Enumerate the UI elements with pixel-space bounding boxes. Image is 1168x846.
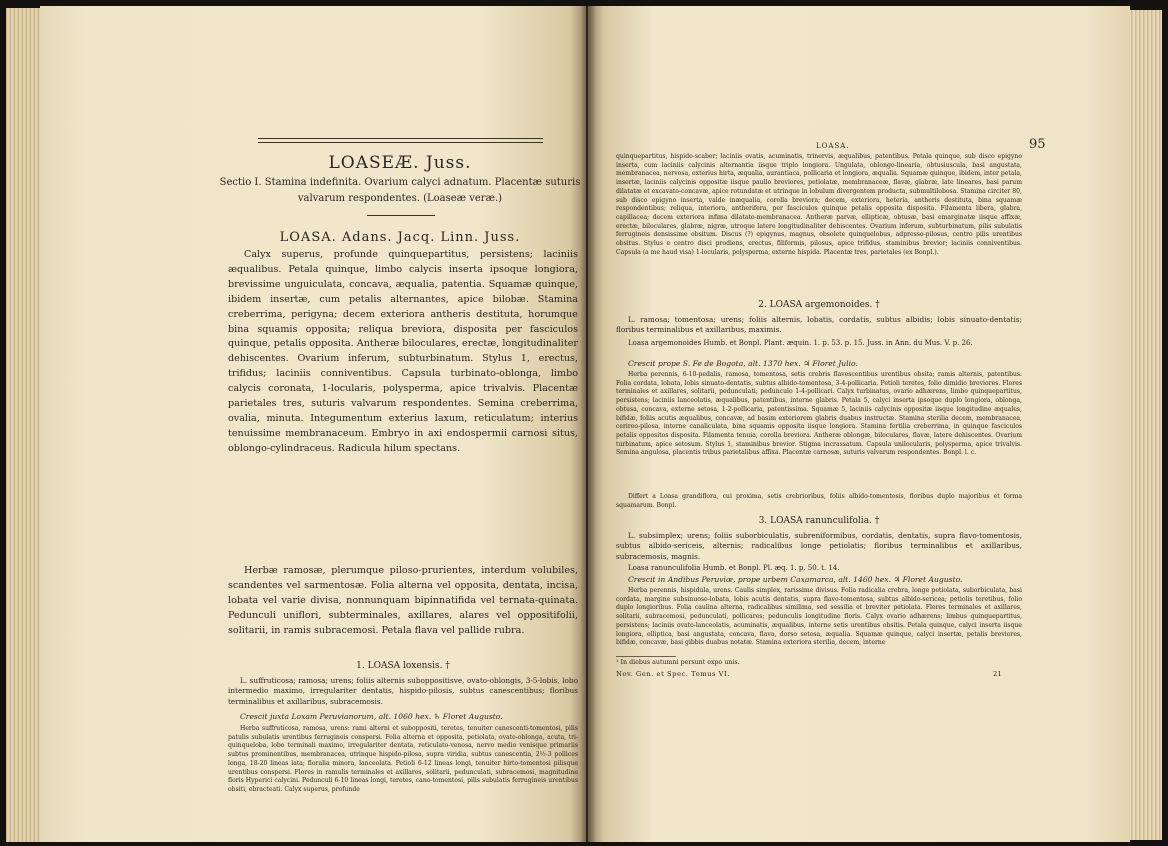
book-gutter [580, 6, 596, 842]
signature-left: Nov. Gen. et Spec. Tomus VI. [616, 670, 730, 678]
species-3-title: 3. LOASA ranunculifolia. † [758, 516, 880, 526]
footnote: ¹ In diebus autumni persunt expo unis. [616, 659, 740, 666]
species-1-locality: Crescit juxta Loxam Peruvianorum, alt. 1060 hex. ♄ Floret Augusto. [240, 712, 503, 721]
species-3-locality: Crescit in Andibus Peruviæ, prope urbem Caxamarca, alt. 1460 hex. ♃ Floret Augusto. [628, 575, 963, 584]
species-3-synonym: Loasa ranunculifolia Humb. et Bonpl. Pl. æq. 1. p. 50. t. 14. [628, 564, 840, 572]
top-double-rule [258, 138, 543, 143]
species-3-diagnosis: L. subsimplex; urens; foliis suborbiculatis, subreniformibus, cordatis, dentatis, supra flavo-tomentosis, subtus albido-sericeis, alternis; radicalibus longe petiolatis; floribus terminalibus et axillaribus, subracemosis, magnis. [616, 531, 1022, 561]
species-1-diagnosis: L. suffruticosa; ramosa; urens; foliis alternis suboppositisve, ovato-oblongis, 3-5-lobis, lobo intermedio maximo, irregulariter dentatis, hispido-pilosis, subtus canescentibus; floribus terminalibus et axillaribus, subracemosis. [228, 676, 578, 706]
genus-description: Calyx superus, profunde quinquepartitus, persistens; laciniis æqualibus. Petala quinque, limbo calycis inserta ipsoque longiora, brevissime unguiculata, concava, æqualia, patentia. Squamæ quinque, ibidem insertæ, cum petalis alternantes, apice bilobæ. Stamina creberrima, perigyna; decem exteriora antheris destituta, horumque bina squamis opposita; reliqua breviora, disposita per fasciculos quinque, petalis opposita. Antheræ biloculares, erectæ, longitudinaliter dehiscentes. Ovarium inferum, subturbinatum. Stylus 1, erectus, trifidus; laciniis conniventibus. Capsula turbinato-oblonga, limbo calycis coronata, 1-locularis, polysperma, apice trivalvis. Placentæ parietales tres, suturis valvarum respondentes. Semina creberrima, ovalia, minuta. Integumentum exterius laxum, reticulatum; interius tenuissime membranaceum. Embryo in axi endospermii carnosi situs, oblongo-cylindraceus. Radicula hilum spectans. [228, 249, 578, 454]
species-2-synonym: Loasa argemonoides Humb. et Bonpl. Plant. æquin. 1. p. 53. p. 15. Juss. in Ann. du Mus. V. p. 26. [628, 339, 973, 347]
sectio-line-1: Sectio I. Stamina indefinita. Ovarium calyci adnatum. Placentæ suturis [219, 177, 581, 188]
left-page-edges [6, 8, 42, 842]
signature-right: 21 [993, 670, 1002, 678]
sectio-line-2: valvarum respondentes. (Loaseæ veræ.) [297, 193, 503, 204]
species-2-detail: Herba perennis, 6-10-pedalis, ramosa, tomentosa, setis crebris flavescentibus urentibus obsita; ramis alternis, patentibus. Folia cordata, lobata, lobis sinuato-dentatis, subtus albido-tomentosa, 3-4-pollicaria. Petioli teretes, folio dimidio breviores. Flores terminales et axillares, solitarii, pedunculati; pedunculo 1-4-pollicari. Calyx turbinatus, ovario adhærens, limbo quinquepartitus, persistens; laciniis lanceolatis, æqualibus, patentibus, interne glabris. Petala 5, calyci inserta ipsoque duplo longiora, oblonga, obtusa, concava, externe setosa, 1-2-pollicaria, patentissima. Squamæ 5, laciniis calycinis oppositæ iisque longitudine æquales, bifidæ, foliis acutis æqualibus, concavæ, ad basim exteriorem glabris duabus instructæ. Stamina sterilia decem, membranacea, cerireo-pilosa, interne canaliculata, bina squamis opposita iisque longiora. Stamina fertilia creberrima, in quinque fasciculos petalis oppositos disposita. Filamenta tenuia, corolla breviora. Antheræ oblongæ, biloculares, flavæ, latere dehiscentes. Ovarium turbinatum, apice setosum. Stylus 1, staminibus brevior. Stigma incrassatum. Capsula unilocularis, polysperma, apice trivalvis. Semina angulosa, placentis tribus parietalibus affixa. Placentæ carnosæ, suturis valvarum respondentes. Bonpl. l. c. [616, 371, 1022, 457]
running-head: LOASA. [816, 142, 850, 150]
left-page [40, 6, 586, 842]
page-number: 95 [1029, 137, 1046, 152]
species-2-diagnosis: L. ramosa; tomentosa; urens; foliis alternis, lobatis, cordatis, subtus albidis; lobis sinuato-dentatis; floribus terminalibus et axillaribus, maximis. [616, 315, 1022, 335]
right-page [588, 6, 1130, 842]
species-2-note: Differt a Loasa grandiflora, cui proxima, setis crebrioribus, foliis albido-tomentosis, floribus duplo majoribus et forma squamarum. Bonpl. [616, 493, 1022, 509]
species-2-locality: Crescit prope S. Fe de Bogota, alt. 1370 hex. ♃ Floret Julio. [628, 359, 858, 368]
right-page-edges [1128, 10, 1162, 840]
genus-habit: Herbæ ramosæ, plerumque piloso-prurientes, interdum volubiles, scandentes vel sarmentosæ. Folia alterna vel opposita, dentata, incisa, lobata vel varie divisa, nonnunquam bipinnatifida vel ternata-quinata. Pedunculi uniflori, subterminales, axillares, alares vel oppositifolii, solitarii, in ramis subracemosi. Petala flava vel pallide rubra. [228, 565, 578, 636]
footnote-rule [616, 656, 676, 657]
family-title: LOASEÆ. Juss. [328, 153, 472, 173]
species-1-detail: Herba suffruticosa, ramosa, urens: rami alterni et suboppositi, teretes, tenuiter canescenti-tomentosi, pilis patulis subulatis urentibus ferrugineis conspersi. Folia alterna et opposita, petiolata, ovato-oblonga, acuta, tri-quinqueloba, lobo terminali maximo, irregulariter dentata, reticulato-venosa, nervo medio venisque primariis subtus prominentibus, membranacea, utrinque hispido-pilosa, supra viridia, subtus canescentia, 2½-3 pollices longa, 18-20 lineas lata; floralia minora, lanceolata. Petioli 6-12 lineas longi, tenuiter hirto-tomentosi pilisque urentibus conspersi. Flores in ramulis terminales et axillares, solitarii, pedunculati, subracemosi, magnitudine floris Hyperici calycini. Pedunculi 6-10 lineas longi, teretes, cano-tomentosi, pilis subulatis ferrugineis urentibus obsiti, ebracteati. Calyx superus, profunde [228, 725, 578, 793]
species-2-title: 2. LOASA argemonoides. † [758, 300, 880, 310]
species-1-title: 1. LOASA loxensis. † [356, 661, 450, 671]
section-rule [367, 215, 435, 216]
genus-title: LOASA. Adans. Jacq. Linn. Juss. [279, 230, 521, 245]
species-1-continuation: quinquepartitus, hispido-scaber; laciniis ovatis, acuminatis, trinervis, æqualibus, patentibus. Petala quinque, sub disco epigyno inserta, cum laciniis calycinis alternantia iisque triplo longiora. Ungulata, oblongo-linearia, obtusiuscula, basi angustata, membranacea, nervosa, exterius hirta, æqualia, aurantiaca, pollicaria et longiora, æqualia. Squamæ quinque, ibidem, inter petala, insertæ, laciniis calycinis oppositæ iisque paullo breviores, petiolatæ, membranaceæ, flavæ, glabræ, late lineares, basi parum dilatatæ et excavato-concavæ, apice rotundatæ et utrinque in lobulum divergentem producta, submultilobosa. Stamina circiter 80, sub disco epigyno inserta, valde inæqualia, corolla breviora; decem, exteriora, heteria, antheris destituta, bina squamæ respondentibus; reliqua, interiora, antherifera, per fasciculos quinque petalis opposita disposita. Filamenta libera, glabra, capillacea; decem exteriora infima dilatato-membranacea. Antheræ parvæ, ellipticæ, obtusæ, basi emarginatæ iisque affixæ, erectæ, biloculares, glabræ, nigræ, utroque latere longitudinaliter dehiscentes. Ovarium inferum, subturbinatum, pilis subulatis ferrugineis densissime obsitum. Discus (?) epigynus, magnus, obsolete quinquelobus, adpresso-pilosus, centro pilis urentibus obsitus. Stylus e centro disci prodiens, erectus, filiformis, pilosus, apice trifidus, staminibus brevior; laciniis conniventibus. Capsula (a me haud visa) 1-locularis, polysperma, externe hispida. Placentæ tres, parietales (ex Bonpl.). [616, 153, 1022, 256]
species-3-detail: Herba perennis, hispidula, urens. Caulis simplex, rarissime divisus. Folia radicalia crebra, longe petiolata, suborbiculata, basi cordata, margine subsinuoso-lobata, lobis acutis dentatis, supra flavo-tomentosa, subtus albido-sericea; petiolis teretibus, folio duplo longioribus. Folia caulina alterna, radicalibus similima, sed sessilia et breviter petiolata. Flores terminales et axillares, solitarii, subracemosi, pedunculati, pollicares; pedunculis longitudine floris. Calyx ovario adhærens; limbus quinquepartitus, persistens; laciniis ovato-lanceolatis, acuminatis, æqualibus, interne setis urentibus obsitis. Petala quinque, calyci inserta iisque longiora, elliptica, basi angustata, concava, flava, dorso setosa, æqualia. Squamæ quinque, calyci insertæ, petalis breviores, bifidæ, concavæ, basi gibbis duabus notatæ. Stamina exteriora sterilia, decem, interne [616, 587, 1022, 647]
